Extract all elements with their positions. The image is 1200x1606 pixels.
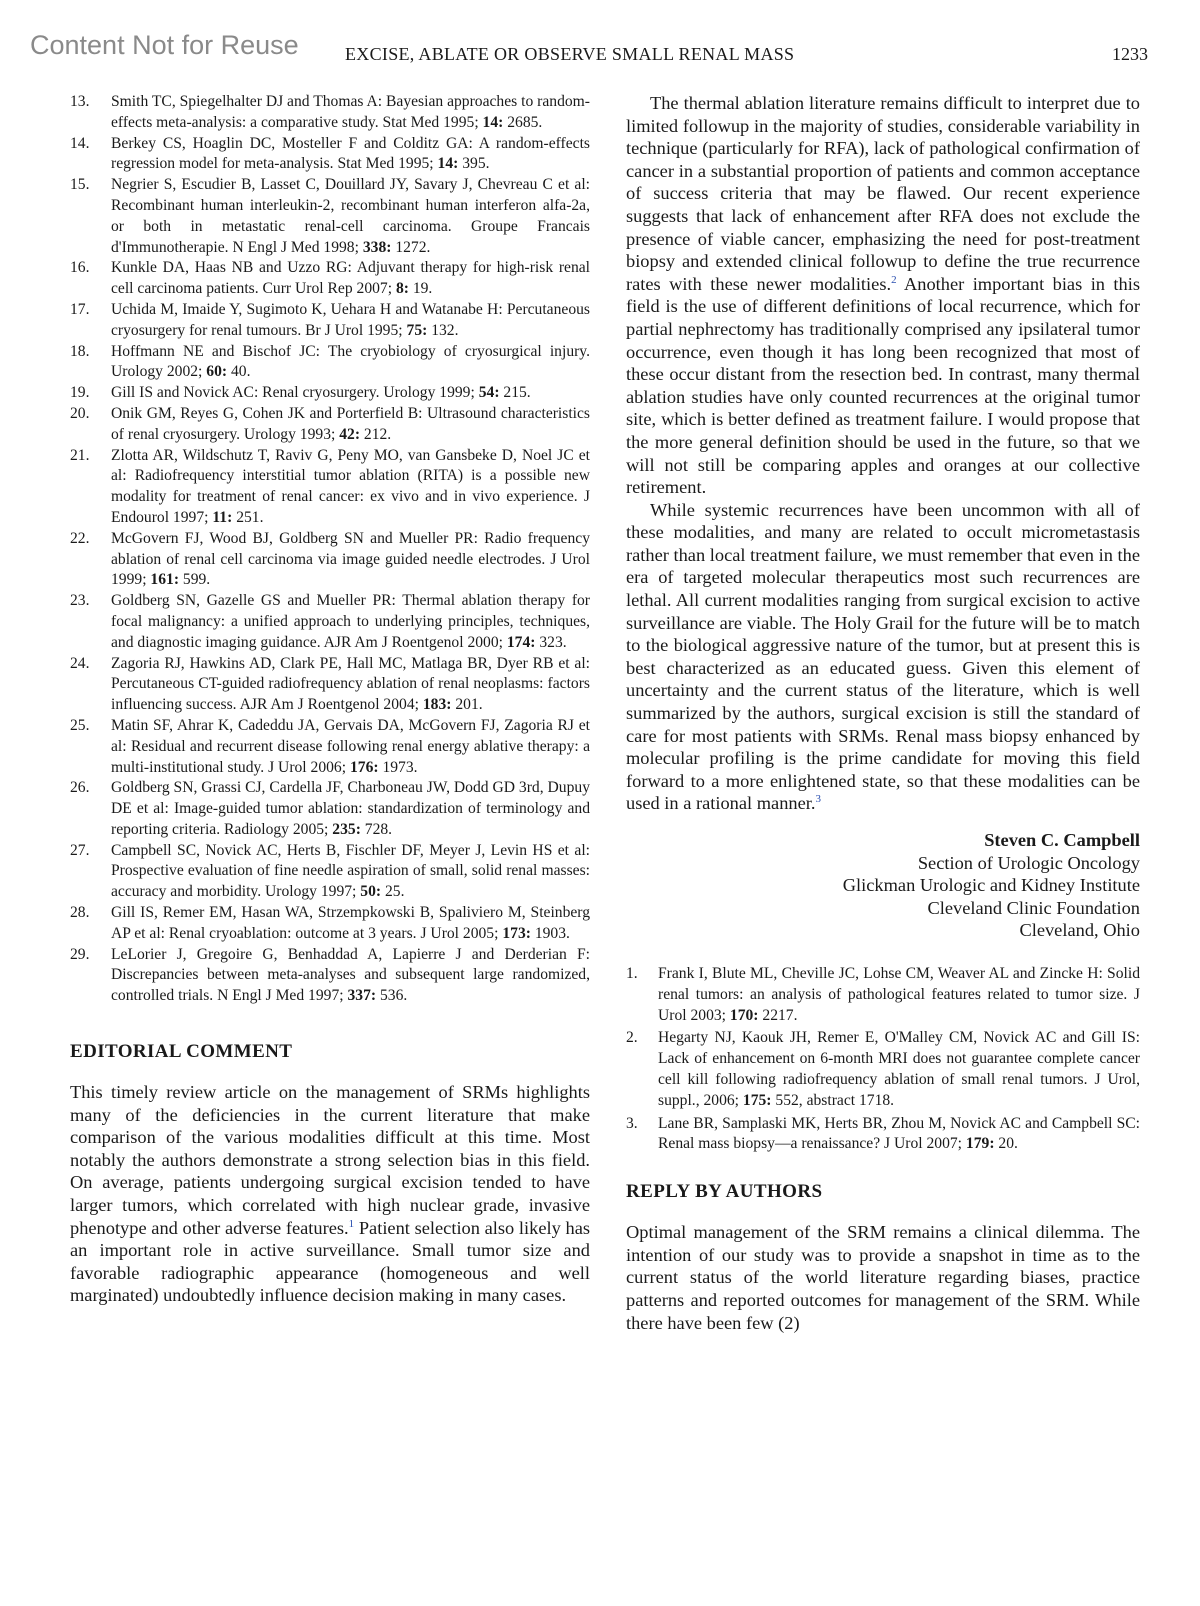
reference-item: 19. Gill IS and Novick AC: Renal cryosurgery. Urology 1999; 54: 215.	[70, 384, 531, 402]
reference-item: 14. Berkey CS, Hoaglin DC, Mosteller F and Colditz GA: A random-effects regression model for meta-analysis. Stat Med 1995; 14: 395.	[70, 134, 590, 173]
reference-item: 29. LeLorier J, Gregoire G, Benhaddad A, Lapierre J and Derderian F: Discrepancies between meta-analyses and subsequent large randomized, controlled trials. N Engl J Med 1997; 337: 536.	[70, 945, 590, 1005]
running-head: EXCISE, ABLATE OR OBSERVE SMALL RENAL MASS	[345, 44, 795, 64]
reference-item: 24. Zagoria RJ, Hawkins AD, Clark PE, Hall MC, Matlaga BR, Dyer RB et al: Percutaneous CT-guided radiofrequency ablation of renal neoplasms: factors influencing success. AJR Am J Roentgenol 2004; 183: 201.	[70, 654, 590, 714]
reference-item: 23. Goldberg SN, Gazelle GS and Mueller PR: Thermal ablation therapy for focal malignancy: a unified approach to underlying principles, techniques, and diagnostic imaging guidance. AJR Am J Roentgenol 2000; 174: 323.	[70, 592, 590, 651]
reference-item: 1. Frank I, Blute ML, Cheville JC, Lohse CM, Weaver AL and Zincke H: Solid renal tumors: an analysis of pathological features related to tumor size. J Urol 2003; 170: 2217.	[626, 964, 1140, 1024]
page-number: 1233	[1112, 44, 1148, 64]
editorial-paragraph-2: The thermal ablation literature remains difficult to interpret due to limited followup in the majority of studies, considerable variability in technique (particularly for RFA), lack of pathological confirmation of cancer in a substantial proportion of patients and common acceptance of success criteria that may be flawed. Our recent experience suggests that lack of enhancement after RFA does not exclude the presence of viable cancer, emphasizing the need for post-treatment biopsy and extended clinical followup to define the true recurrence rates with these newer modalities.$^2$ Another important bias in this field is the use of different definitions of local recurrence, which for partial nephrectomy has traditionally comprised any ipsilateral tumor occurrence, even though it has long been recognized that most of these occur distant from the resection bed. In contrast, many thermal ablation studies have only counted recurrences at the original tumor site, which is better defined as treatment failure. I would propose that the more general definition should be used in the future, so that we will not still be comparing apples and oranges at our collective retirement.	[626, 93, 1140, 498]
citation-link[interactable]: 1	[348, 1217, 355, 1230]
signature-line: Glickman Urologic and Kidney Institute	[842, 875, 1140, 896]
reference-item: 20. Onik GM, Reyes G, Cohen JK and Porterfield B: Ultrasound characteristics of renal cryosurgery. Urology 1993; 42: 212.	[70, 404, 590, 443]
reference-item: 3. Lane BR, Samplaski MK, Herts BR, Zhou M, Novick AC and Campbell SC: Renal mass biopsy—a renaissance? J Urol 2007; 179: 20.	[626, 1114, 1140, 1153]
reference-item: 21. Zlotta AR, Wildschutz T, Raviv G, Peny MO, van Gansbeke D, Noel JC et al: Radiofrequency interstitial tumor ablation (RITA) is a possible new modality for treatment of renal cancer: ex vivo and in vivo experience. J Endourol 1997; 11: 251.	[70, 446, 590, 526]
reference-item: 16. Kunkle DA, Haas NB and Uzzo RG: Adjuvant therapy for high-risk renal cell carcinoma patients. Curr Urol Rep 2007; 8: 19.	[70, 259, 590, 298]
watermark: Content Not for Reuse	[30, 30, 299, 60]
reply-heading: REPLY BY AUTHORS	[626, 1181, 823, 1203]
editorial-paragraph-1-continued: Patient selection also likely has an important role in active surveillance. Small tumor size and favorable radiographic appearance (homogeneous and well marginated) undoubtedly influence decision making in many cases.	[70, 1217, 591, 1306]
reply-paragraph: Optimal management of the SRM remains a clinical dilemma. The intention of our study was to provide a snapshot in time as to the current status of the world literature regarding biases, practice patterns and reported outcomes for management of the SRM. While there have been few (2)	[626, 1222, 1140, 1333]
reference-item: 2. Hegarty NJ, Kaouk JH, Remer E, O'Malley CM, Novick AC and Gill IS: Lack of enhancement on 6-month MRI does not guarantee complete cancer cell kill following radiofrequency ablation of small renal tumors. J Urol, suppl., 2006; 175: 552, abstract 1718.	[626, 1029, 1140, 1109]
reference-item: 28. Gill IS, Remer EM, Hasan WA, Strzempkowski B, Spaliviero M, Steinberg AP et al: Renal cryoablation: outcome at 3 years. J Urol 2005; 173: 1903.	[70, 904, 590, 942]
reference-item: 25. Matin SF, Ahrar K, Cadeddu JA, Gervais DA, McGovern FJ, Zagoria RJ et al: Residual and recurrent disease following renal energy ablative therapy: a multi-institutional study. J Urol 2006; 176: 1973.	[70, 716, 590, 776]
signature-line: Cleveland Clinic Foundation	[927, 897, 1140, 918]
editorial-reference-list	[626, 964, 1140, 1155]
right-column	[626, 92, 1140, 1334]
signature-name: Steven C. Campbell	[984, 830, 1140, 850]
citation-link[interactable]: 3	[815, 793, 821, 806]
reference-list	[70, 92, 590, 1007]
editorial-comment-heading: EDITORIAL COMMENT	[70, 1041, 293, 1063]
signature-line: Section of Urologic Oncology	[917, 852, 1140, 873]
reference-item: 27. Campbell SC, Novick AC, Herts B, Fischler DF, Meyer J, Levin HS et al: Prospective evaluation of fine needle aspiration of small, solid renal masses: accuracy and morbidity. Urology 1997; 50: 25.	[70, 841, 590, 901]
editorial-paragraph-1-start: This timely review article on the management of SRMs highlights many of the deficiencies in the current literature that make comparison of the various modalities difficult at this time. Most notably the authors demonstrate a strong selection bias in this field. On average, patients undergoing surgical excision tended to have larger tumors, which correlated with high nuclear grade, invasive phenotype and other adverse features.$^1$ Patient selection also likely has an important role in active surveillance. Small tumor size and favorable radiographic appearance (homogeneous and well marginated) undoubtedly influence decision making in many cases.	[70, 1082, 591, 1306]
reference-item: 22. McGovern FJ, Wood BJ, Goldberg SN and Mueller PR: Radio frequency ablation of renal cell carcinoma via image guided needle electrodes. J Urol 1999; 161: 599.	[70, 529, 590, 589]
reference-item: 13. Smith TC, Spiegelhalter DJ and Thomas A: Bayesian approaches to random-effects meta-analysis: a comparative study. Stat Med 1995; 14: 2685.	[70, 93, 590, 131]
left-column	[70, 92, 590, 1307]
reference-item: 17. Uchida M, Imaide Y, Sugimoto K, Uehara H and Watanabe H: Percutaneous cryosurgery for renal tumours. Br J Urol 1995; 75: 132.	[70, 300, 590, 339]
reference-item: 26. Goldberg SN, Grassi CJ, Cardella JF, Charboneau JW, Dodd GD 3rd, Dupuy DE et al: Image-guided tumor ablation: standardization of terminology and reporting criteria. Radiology 2005; 235: 728.	[70, 779, 590, 838]
signature-line: Cleveland, Ohio	[1019, 920, 1140, 941]
reference-item: 15. Negrier S, Escudier B, Lasset C, Douillard JY, Savary J, Chevreau C et al: Recombinant human interleukin-2, recombinant human interferon alfa-2a, or both in metastatic renal-cell carcinoma. Groupe Francais d'Immunotherapie. N Engl J Med 1998; 338: 1272.	[70, 176, 590, 256]
reference-item: 18. Hoffmann NE and Bischof JC: The cryobiology of cryosurgical injury. Urology 2002; 60: 40.	[70, 342, 590, 381]
editorial-paragraph-3: While systemic recurrences have been uncommon with all of these modalities, and many are related to occult micrometastasis rather than local treatment failure, we must remember that even in the era of targeted molecular therapeutics most such recurrences are lethal. All current modalities ranging from surgical excision to active surveillance are viable. The Holy Grail for the future will be to match to the biological aggressive nature of the tumor, but at present this is best characterized as an educated guess. Given this element of uncertainty and the current status of the literature, which is well summarized by the authors, surgical excision is still the standard of care for most patients with SRMs. Renal mass biopsy enhanced by molecular profiling is the prime candidate for moving this field forward to a more enlightened state, so that these modalities can be used in a rational manner.$^3$	[626, 499, 1140, 814]
citation-link[interactable]: 2	[891, 273, 897, 286]
signature-block	[626, 829, 1140, 942]
